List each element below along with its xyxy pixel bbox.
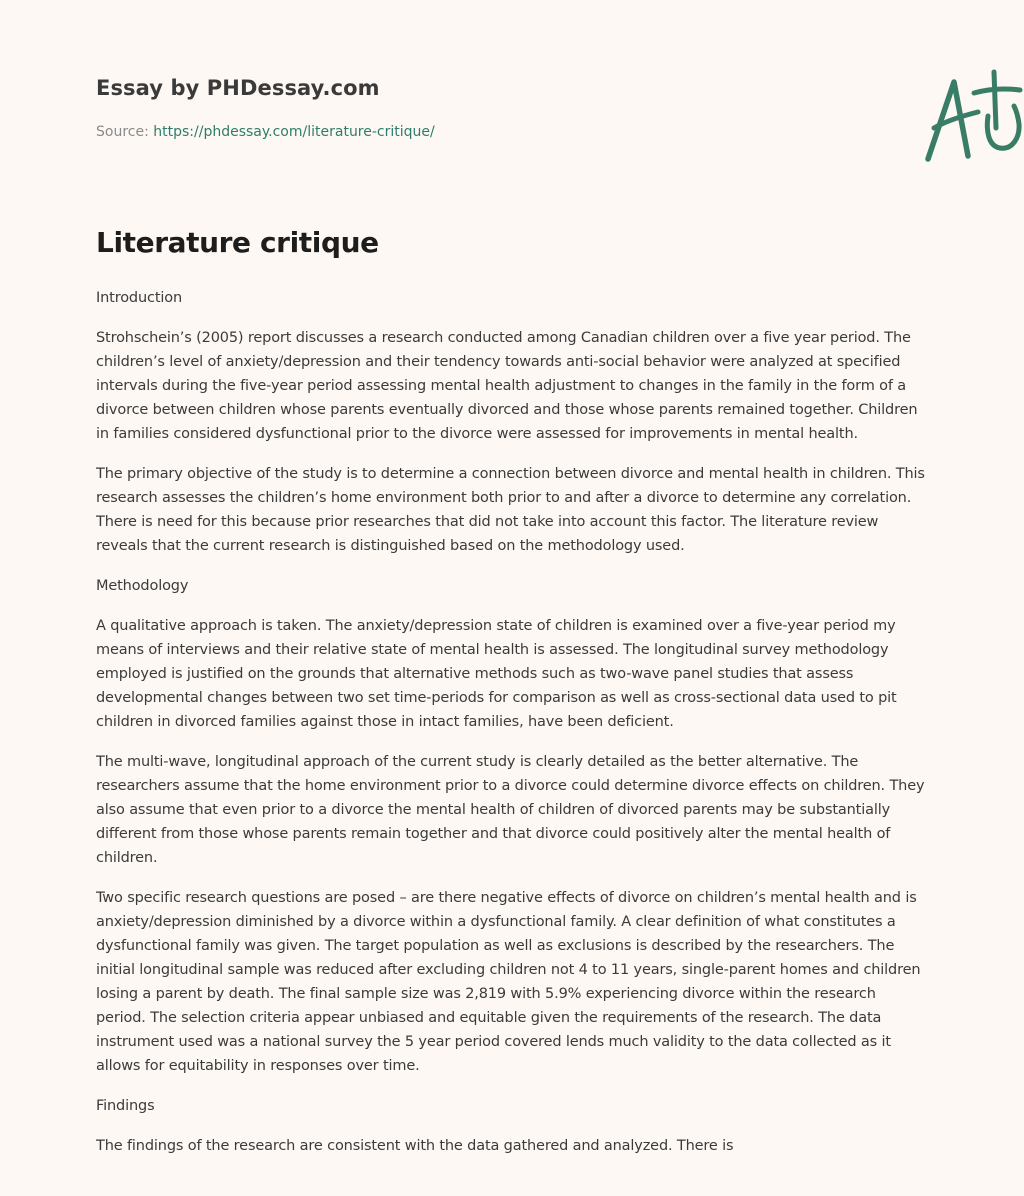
source-label: Source: xyxy=(96,124,149,140)
essay-body xyxy=(96,286,928,1174)
paragraph: Two specific research questions are posed – are there negative effects of divorce on children’s mental health and is anxiety/depression diminished by a divorce within a dysfunctional family. A clear definition of what constitutes a dysfunctional family was given. The target population as well as exclusions is described by the researchers. The initial longitudinal sample was reduced after excluding children not 4 to 11 years, single-parent homes and children losing a parent by death. The final sample size was 2,819 with 5.9% experiencing divorce within the research period. The selection criteria appear unbiased and equitable given the requirements of the research. The data instrument used was a national survey the 5 year period covered lends much validity to the data collected as it allows for equitability in responses over time. xyxy=(96,890,921,1074)
paragraph: The findings of the research are consistent with the data gathered and analyzed. There is xyxy=(96,1138,734,1154)
paragraph: The primary objective of the study is to determine a connection between divorce and mental health in children. This research assesses the children’s home environment both prior to and after a divorce to determine any correlation. There is need for this because prior researches that did not take into account this factor. The literature review reveals that the current research is distinguished based on the methodology used. xyxy=(96,466,925,554)
paragraph: A qualitative approach is taken. The anxiety/depression state of children is examined over a five-year period my means of interviews and their relative state of mental health is assessed. The longitudinal survey methodology employed is justified on the grounds that alternative methods such as two-wave panel studies that assess developmental changes between two set time-periods for comparison as well as cross-sectional data used to pit children in divorced families against those in intact families, have been deficient. xyxy=(96,618,897,730)
section-heading-findings: Findings xyxy=(96,1098,155,1114)
paragraph: The multi-wave, longitudinal approach of the current study is clearly detailed as the better alternative. The researchers assume that the home environment prior to a divorce could determine divorce effects on children. They also assume that even prior to a divorce the mental health of children of divorced parents may be substantially different from those whose parents remain together and that divorce could positively alter the mental health of children. xyxy=(96,754,925,866)
paragraph: Strohschein’s (2005) report discusses a research conducted among Canadian children over a five year period. The children’s level of anxiety/depression and their tendency towards anti-social behavior were analyzed at specified intervals during the five-year period assessing mental health adjustment to changes in the family in the form of a divorce between children whose parents eventually divorced and those whose parents remained together. Children in families considered dysfunctional prior to the divorce were assessed for improvements in mental health. xyxy=(96,330,918,442)
section-heading-introduction: Introduction xyxy=(96,290,183,306)
source-line xyxy=(96,124,435,140)
a-plus-grade-icon xyxy=(916,66,1024,166)
essay-title: Literature critique xyxy=(96,226,379,259)
site-brand[interactable]: Essay by PHDessay.com xyxy=(96,76,380,100)
section-heading-methodology: Methodology xyxy=(96,578,189,594)
source-link[interactable]: https://phdessay.com/literature-critique/ xyxy=(153,124,435,140)
